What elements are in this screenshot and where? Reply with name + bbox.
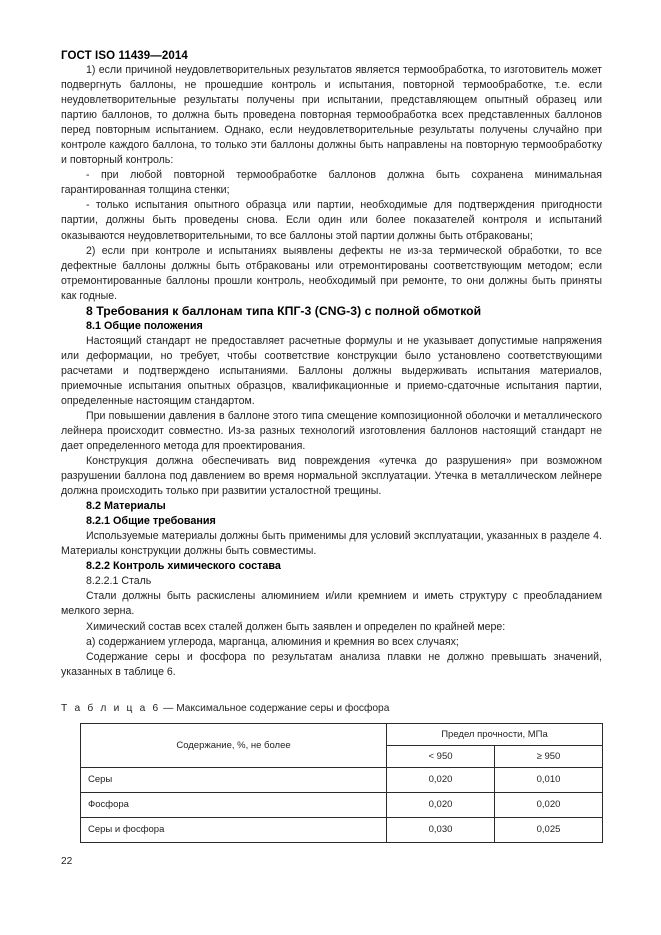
paragraph-8-2-2-1-2: Химический состав всех сталей должен быть заявлен и определен по крайней мере: [86,620,506,633]
paragraph-item-1: 1) если причиной неудовлетворительных результатов является термообработка, то изготовитель может подвергнуть баллоны, не прошедшие контроль и испытания, повторной термообработке, т.е. если неудовлетворительные результаты получены при испытании, представляющем опытный образец или партию баллонов, то должна быть проведена повторная термообработка всех представленных баллонов перед повторным испытанием. Однако, если неудовлетворительные результаты получены случайно при контроле каждого баллона, то только эти баллоны должны быть направлены на повторную термообработку и повторный контроль: [61,64,602,167]
heading-section-8-2-2: 8.2.2 Контроль химического состава [86,560,281,573]
paragraph-8-1-1: Настоящий стандарт не предоставляет расчетные формулы и не указывает допустимые напряжения или деформации, но требует, чтобы соответствие конструкции было установлено соответствующими расчетами и подтверждено испытаниями. Баллоны должны выдерживать испытания материалов, приемочные испытания опытных образцов, квалификационные и приемо-сдаточные испытания партии, определенные настоящим стандартом. [61,334,602,407]
paragraph-8-1-2: При повышении давления в баллоне этого типа смещение композиционной оболочки и металлического лейнера происходит совместно. Из-за разных технологий изготовления баллонов настоящий стандарт не дает определенного метода для проектирования. [61,409,602,453]
table-6-caption [61,680,602,723]
table-cell-label: Фосфора [81,792,387,817]
table-cell-lt950: 0,030 [387,817,495,842]
paragraph-item-2: 2) если при контроле и испытаниях выявлены дефекты не из-за термической обработки, то все дефектные баллоны должны быть отбракованы или отремонтированы соответствующим методом; если отремонтированные баллоны прошли контроль, необходимый при ремонте, то они должны быть приняты как годные. [61,244,602,302]
paragraph-item-a: а) содержанием углерода, марганца, алюминия и кремния во всех случаях; [86,635,459,648]
table-6-caption-text: — Максимальное содержание серы и фосфора [160,702,390,714]
table-header-lt950: < 950 [387,745,495,767]
table-header-content: Содержание, %, не более [81,723,387,767]
table-cell-lt950: 0,020 [387,792,495,817]
table-cell-ge950: 0,020 [495,792,603,817]
table-6 [80,723,603,843]
heading-section-8-2-1: 8.2.1 Общие требования [86,515,216,528]
table-cell-lt950: 0,020 [387,767,495,792]
table-row [81,767,603,792]
table-header-ge950: ≥ 950 [495,745,603,767]
page-number: 22 [61,856,73,867]
table-row [81,817,603,842]
table-row [81,792,603,817]
table-6-caption-label: Т а б л и ц а 6 [61,702,161,714]
table-6-body [81,767,603,842]
table-header-strength-group: Предел прочности, МПа [387,723,603,745]
page-content [61,0,602,843]
table-cell-label: Серы [81,767,387,792]
table-cell-ge950: 0,010 [495,767,603,792]
table-6-head [81,723,603,767]
heading-section-8-1: 8.1 Общие положения [86,319,203,332]
paragraph-8-2-2-1-3: Содержание серы и фосфора по результатам анализа плавки не должно превышать значений, указанных в таблице 6. [61,650,602,678]
paragraph-8-2-2-1-1: Стали должны быть раскислены алюминием и/или кремнием и иметь структуру с преобладанием мелкого зерна. [61,590,602,618]
heading-section-8: 8 Требования к баллонам типа КПГ-3 (CNG-3) с полной обмоткой [86,303,482,318]
paragraph-8-2-1-1: Используемые материалы должны быть применимы для условий эксплуатации, указанных в разделе 4. Материалы конструкции должны быть совместимы. [61,530,602,558]
heading-section-8-2-2-1: 8.2.2.1 Сталь [86,575,152,588]
table-header-row-1 [81,723,603,745]
heading-section-8-2: 8.2 Материалы [86,500,166,513]
table-cell-ge950: 0,025 [495,817,603,842]
running-head: ГОСТ ISO 11439—2014 [61,50,188,62]
table-cell-label: Серы и фосфора [81,817,387,842]
paragraph-dash-1: - при любой повторной термообработке баллонов должна быть сохранена минимальная гарантированная толщина стенки; [61,169,602,197]
paragraph-dash-2: - только испытания опытного образца или партии, необходимые для подтверждения пригодности партии, должны быть проведены снова. Если один или более показателей контроля и испытаний оказываются неудовлетворительными, то все баллоны этой партии должны быть отбракованы; [61,199,602,242]
paragraph-8-1-3: Конструкция должна обеспечивать вид повреждения «утечка до разрушения» при возможном разрушении баллона под давлением во время нормальной эксплуатации. Утечка в металлическом лейнере должна происходить только при развитии усталостной трещины. [61,455,602,498]
